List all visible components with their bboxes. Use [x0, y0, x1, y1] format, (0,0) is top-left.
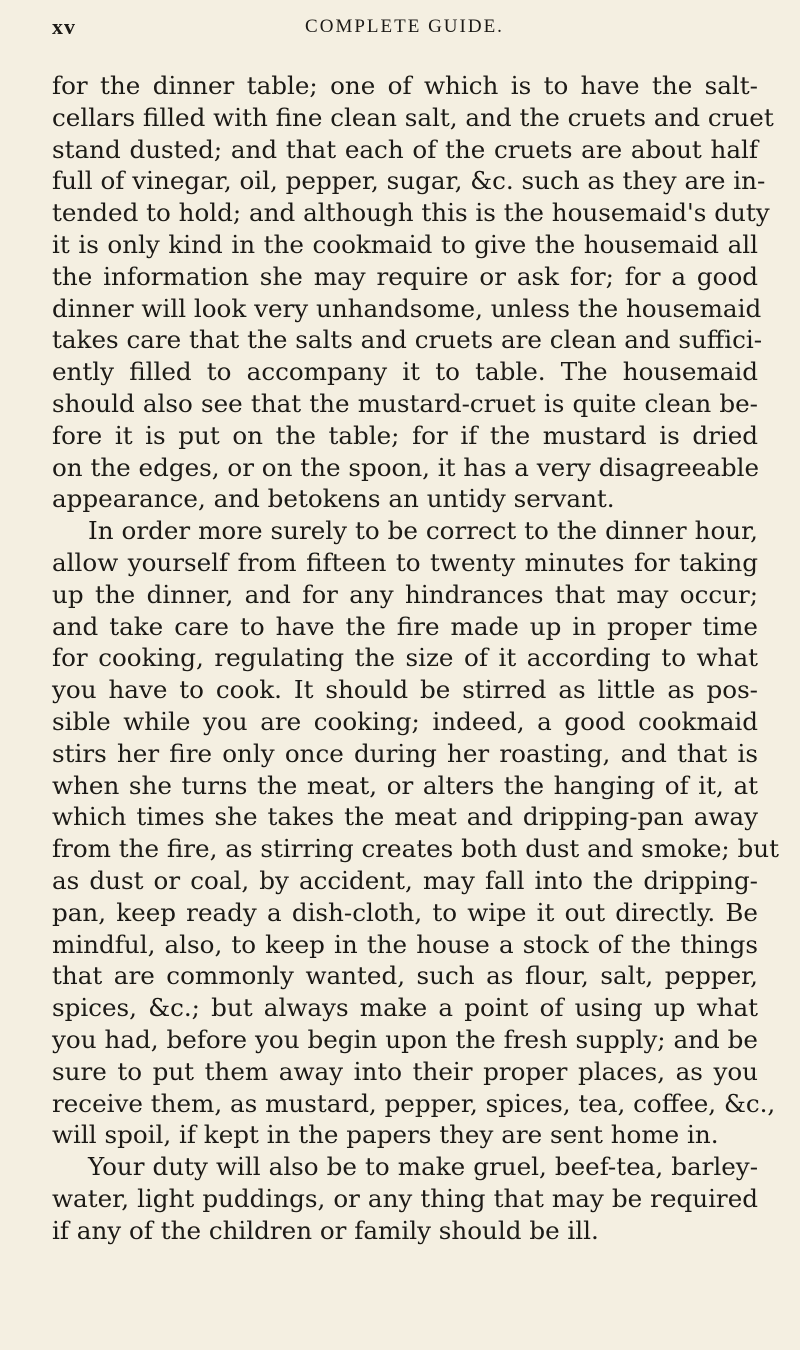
body-text	[52, 70, 779, 1246]
text-line: up the dinner, and for any hindrances that may occur;	[52, 579, 758, 609]
text-line: sure to put them away into their proper places, as you	[52, 1056, 758, 1086]
text-line: if any of the children or family should be ill.	[52, 1215, 599, 1245]
text-line: for cooking, regulating the size of it according to what	[52, 643, 758, 673]
text-line: that are commonly wanted, such as flour, salt, pepper,	[52, 961, 758, 991]
text-line: mindful, also, to keep in the house a stock of the things	[52, 929, 758, 959]
text-line: pan, keep ready a dish-cloth, to wipe it out directly. Be	[52, 897, 758, 927]
text-line: fore it is put on the table; for if the mustard is dried	[52, 420, 758, 450]
text-line: as dust or coal, by accident, may fall into the dripping-	[52, 865, 758, 895]
text-line: which times she takes the meat and dripping-pan away	[52, 802, 758, 832]
text-line: from the fire, as stirring creates both dust and smoke; but	[52, 834, 779, 864]
text-line: Your duty will also be to make gruel, beef-tea, barley-	[88, 1152, 758, 1182]
text-line: for the dinner table; one of which is to have the salt-	[52, 71, 758, 100]
text-line: water, light puddings, or any thing that may be required	[52, 1183, 758, 1213]
paragraph-3	[52, 1151, 758, 1246]
text-line: stand dusted; and that each of the cruets are about half	[52, 134, 758, 164]
text-line: when she turns the meat, or alters the hanging of it, at	[52, 770, 758, 800]
text-line: on the edges, or on the spoon, it has a very disagreeable	[52, 452, 760, 482]
text-line: In order more surely to be correct to the dinner hour,	[88, 516, 758, 546]
page-number: xv	[52, 14, 76, 39]
text-line: takes care that the salts and cruets are clean and suffici-	[52, 325, 763, 355]
page-header	[52, 6, 757, 46]
text-line: tended to hold; and although this is the housemaid's duty	[52, 198, 770, 228]
text-line: it is only kind in the cookmaid to give the housemaid all	[52, 229, 758, 259]
text-line: you have to cook. It should be stirred as little as pos-	[52, 675, 758, 705]
text-line: dinner will look very unhandsome, unless the housemaid	[52, 293, 762, 323]
text-line: and take care to have the fire made up in proper time	[52, 611, 758, 641]
text-line: should also see that the mustard-cruet is quite clean be-	[52, 388, 758, 418]
running-head: COMPLETE GUIDE.	[305, 16, 504, 37]
text-line: ently filled to accompany it to table. The housemaid	[52, 357, 758, 387]
text-line: the information she may require or ask for; for a good	[52, 261, 758, 291]
text-line: you had, before you begin upon the fresh supply; and be	[52, 1024, 758, 1054]
text-line: stirs her fire only once during her roasting, and that is	[52, 738, 758, 768]
text-line: appearance, and betokens an untidy servant.	[52, 484, 615, 514]
paragraph-2	[52, 515, 779, 1151]
text-line: allow yourself from fifteen to twenty minutes for taking	[52, 547, 758, 577]
paragraph-1	[52, 70, 774, 515]
text-line: spices, &c.; but always make a point of using up what	[52, 993, 758, 1023]
text-line: full of vinegar, oil, pepper, sugar, &c. such as they are in-	[52, 166, 766, 196]
text-line: sible while you are cooking; indeed, a good cookmaid	[52, 706, 758, 736]
text-line: will spoil, if kept in the papers they are sent home in.	[52, 1120, 719, 1150]
text-line: receive them, as mustard, pepper, spices, tea, coffee, &c.,	[52, 1088, 776, 1118]
text-line: cellars filled with fine clean salt, and the cruets and cruet	[52, 102, 774, 132]
